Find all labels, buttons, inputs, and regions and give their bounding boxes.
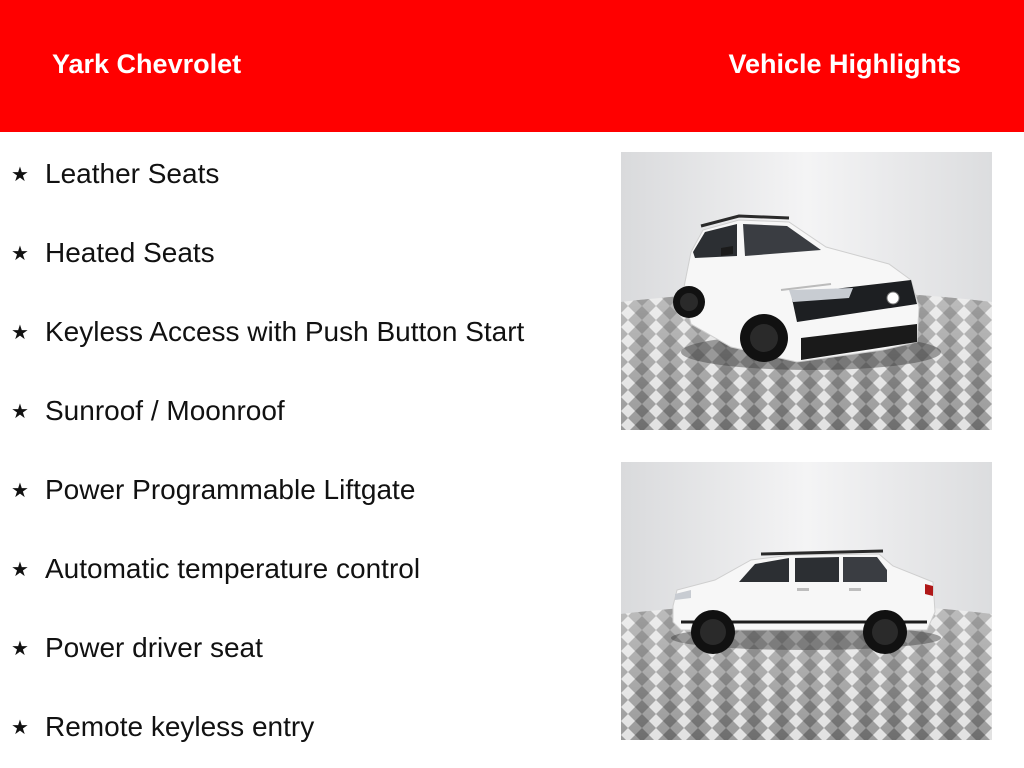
feature-label: Leather Seats [45, 158, 220, 189]
feature-label: Keyless Access with Push Button Start [45, 316, 525, 347]
star-icon: ★ [11, 241, 29, 265]
star-icon: ★ [11, 162, 29, 186]
star-icon: ★ [11, 715, 29, 739]
vehicle-photo-front [621, 152, 992, 430]
feature-label: Heated Seats [45, 237, 215, 268]
header-banner [0, 0, 1024, 132]
vehicle-photo-side [621, 462, 992, 740]
feature-label: Remote keyless entry [45, 711, 315, 742]
star-icon: ★ [11, 320, 29, 344]
feature-item [0, 547, 600, 587]
star-icon: ★ [11, 478, 29, 502]
feature-item [0, 626, 600, 666]
feature-label: Sunroof / Moonroof [45, 395, 285, 426]
star-icon: ★ [11, 399, 29, 423]
star-icon: ★ [11, 636, 29, 660]
feature-item [0, 389, 600, 429]
feature-item [0, 705, 600, 745]
star-icon: ★ [11, 557, 29, 581]
feature-item [0, 231, 600, 271]
dealer-name: Yark Chevrolet [52, 49, 242, 79]
feature-label: Automatic temperature control [45, 553, 421, 584]
feature-item [0, 310, 600, 350]
feature-label: Power driver seat [45, 632, 263, 663]
feature-item [0, 468, 600, 508]
section-title: Vehicle Highlights [728, 49, 961, 79]
feature-label: Power Programmable Liftgate [45, 474, 416, 505]
feature-item [0, 152, 600, 192]
